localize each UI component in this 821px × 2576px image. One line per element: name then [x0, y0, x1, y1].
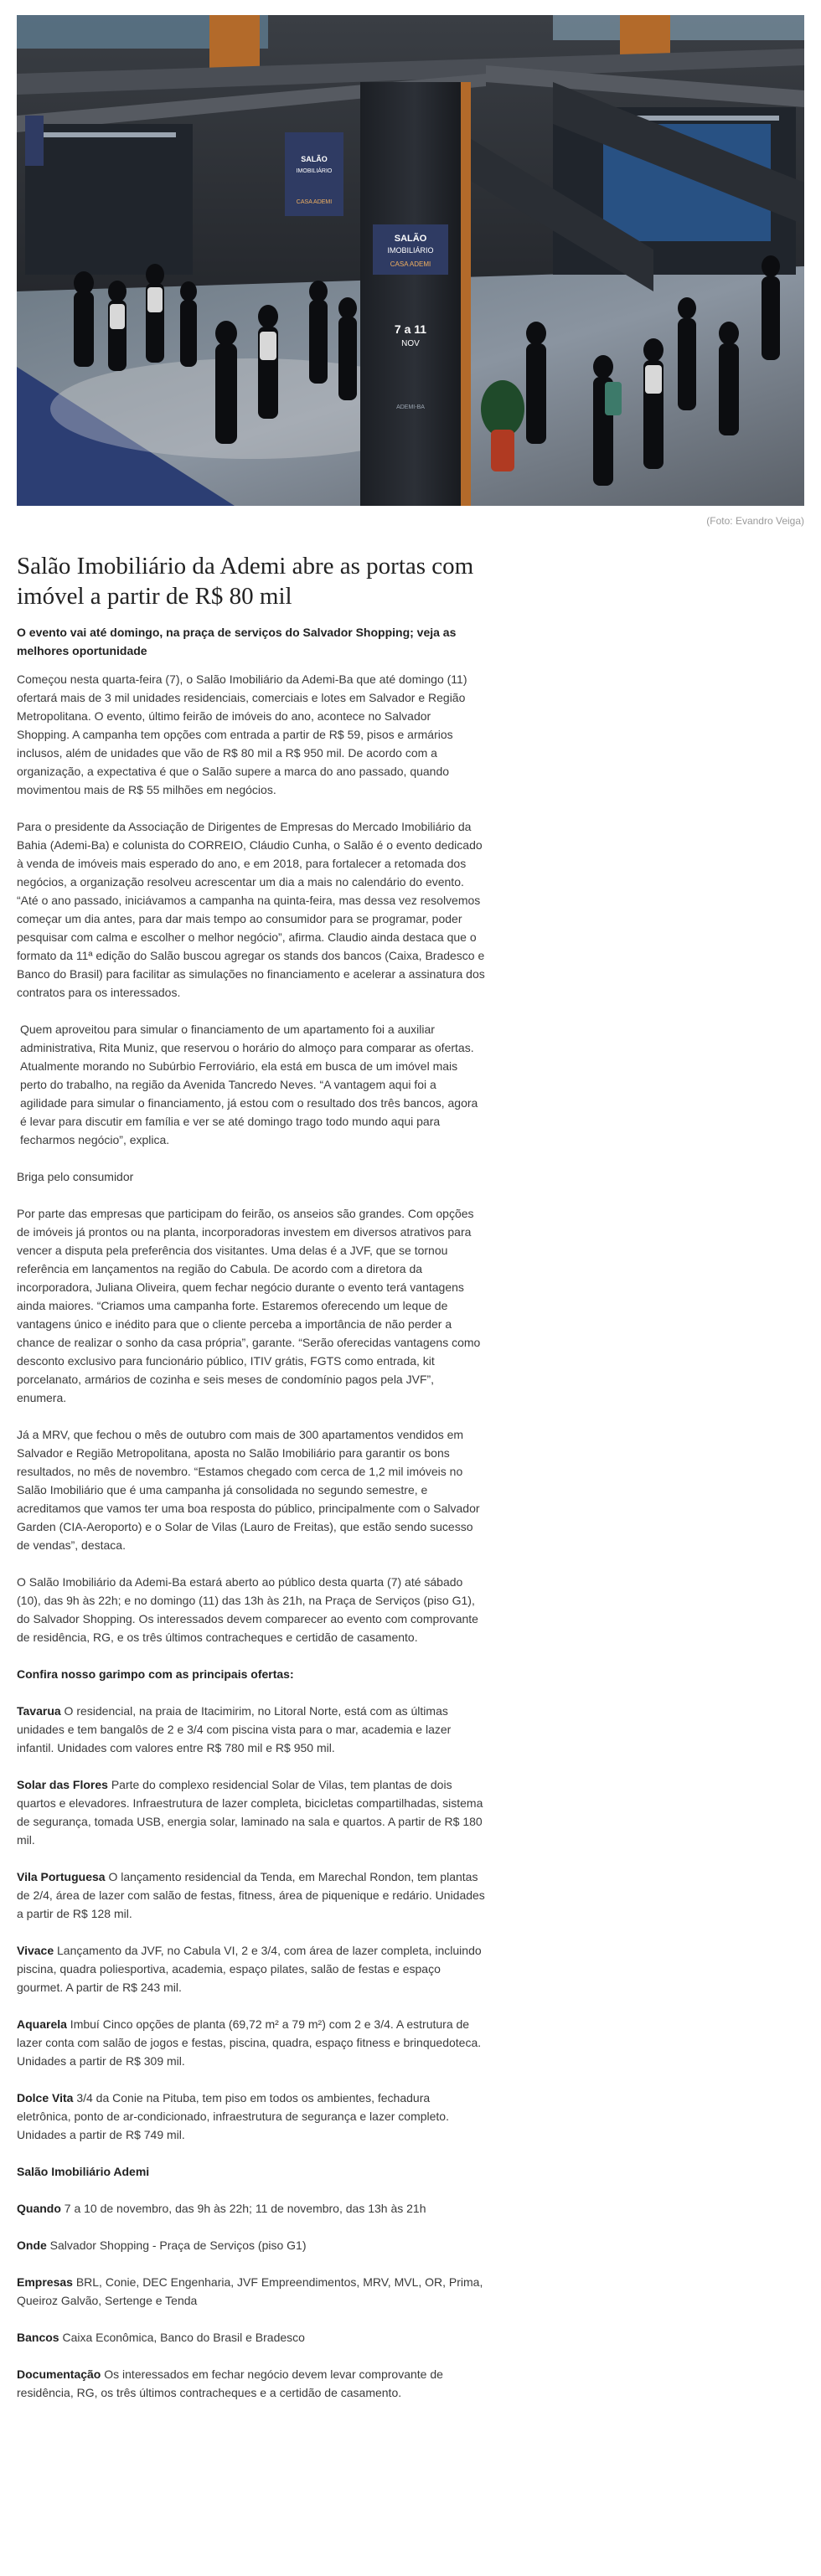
offers-heading: Confira nosso garimpo com as principais ofertas: — [17, 1667, 294, 1681]
offer-name: Solar das Flores — [17, 1778, 108, 1791]
event-detail — [17, 2236, 486, 2254]
paragraph: Por parte das empresas que participam do feirão, os anseios são grandes. Com opções de imóveis já prontos ou na planta, incorporadoras investem em diversos atrativos para vencer a disputa pela preferência dos visitantes. Uma delas é a JVF, que se tornou referência em lançamentos na região do Cabula. De acordo com a diretora da incorporadora, Juliana Oliveira, quem fechar negócio durante o evento terá vantagens ainda maiores. “Criamos uma campanha forte. Estaremos oferecendo um leque de vantagens único e inédito para que o cliente perceba a importância de não perder a chance de realizar o sonho da casa própria”, garante. “Serão oferecidas vantagens como desconto exclusivo para funcionário público, ITIV grátis, FGTS como entrada, kit porcelanato, armários de cozinha e seis meses de condomínio pagos pela JVF”, enumera. — [17, 1207, 481, 1404]
offer-name: Tavarua — [17, 1704, 61, 1718]
section-heading: Briga pelo consumidor — [17, 1170, 134, 1183]
signage-left-line1: SALÃO — [301, 155, 328, 163]
signage-line2: IMOBILIÁRIO — [387, 246, 434, 255]
event-detail-text: Caixa Econômica, Banco do Brasil e Bradesco — [59, 2331, 305, 2344]
offer-item — [17, 2015, 486, 2070]
signage-line3: CASA ADEMI — [390, 260, 431, 268]
event-detail — [17, 2199, 486, 2218]
offer-item — [17, 2089, 486, 2144]
offer-text: O lançamento residencial da Tenda, em Marechal Rondon, tem plantas de 2/4, área de lazer com salão de festas, fitness, área de piquenique e redário. Unidades a partir de R$ 128 mil. — [17, 1870, 485, 1920]
offer-name: Dolce Vita — [17, 2091, 74, 2105]
event-photo-illustration — [17, 15, 804, 506]
offer-name: Vivace — [17, 1944, 54, 1957]
offer-item — [17, 1775, 486, 1849]
offer-item — [17, 1702, 486, 1757]
offer-text: 3/4 da Conie na Pituba, tem piso em todos os ambientes, fechadura eletrônica, ponto de ar-condicionado, infraestrutura de segurança e lazer completo. Unidades a partir de R$ 749 mil. — [17, 2091, 449, 2141]
event-detail — [17, 2365, 486, 2402]
article-photo — [17, 15, 804, 506]
paragraph: Começou nesta quarta-feira (7), o Salão Imobiliário da Ademi-Ba que até domingo (11) ofertará mais de 3 mil unidades residenciais, comerciais e lotes em Salvador e Região Metropolitana. O evento, último feirão de imóveis do ano, acontece no Salvador Shopping. A campanha tem opções com entrada a partir de R$ 59, pisos e armários inclusos, além de unidades que vão de R$ 80 mil a R$ 950 mil. De acordo com a organização, a expectativa é que o Salão supere a marca do ano passado, quando movimentou mais de R$ 55 milhões em negócios. — [17, 672, 467, 796]
paragraph: Quem aproveitou para simular o financiamento de um apartamento foi a auxiliar administrativa, Rita Muniz, que reservou o horário do almoço para comparar as ofertas. Atualmente morando no Subúrbio Ferroviário, ela está em busca de um imóvel mais perto do trabalho, na região da Avenida Tancredo Neves. “A vantagem aqui foi a agilidade para simular o financiamento, já estou com o resultado dos três bancos, agora é levar para discutir em família e ver se até domingo trago todo mundo aqui para fecharmos negócio”, explica. — [20, 1023, 478, 1146]
offer-name: Vila Portuguesa — [17, 1870, 106, 1883]
signage-month: NOV — [401, 339, 420, 348]
article-title: Salão Imobiliário da Ademi abre as portas com imóvel a partir de R$ 80 mil — [17, 553, 474, 610]
photo-credit: (Foto: Evandro Veiga) — [706, 515, 804, 527]
event-detail-text: 7 a 10 de novembro, das 9h às 22h; 11 de novembro, das 13h às 21h — [60, 2202, 426, 2215]
event-detail-label: Quando — [17, 2202, 61, 2215]
signage-left-line2: IMOBILIÁRIO — [296, 168, 333, 174]
offer-text: O residencial, na praia de Itacimirim, no Litoral Norte, está com as últimas unidades e tem bangalôs de 2 e 3/4 com piscina vista para o mar, academia e lazer infantil. Unidades com valores entre R$ 780 mil e R$ 950 mil. — [17, 1704, 452, 1754]
paragraph: O Salão Imobiliário da Ademi-Ba estará aberto ao público desta quarta (7) até sábado (10), das 9h às 22h; e no domingo (11) das 13h às 21h, na Praça de Serviços (piso G1), do Salvador Shopping. Os interessados devem comparecer ao evento com comprovante de residência, RG, e os três últimos contracheques e certidão de casamento. — [17, 1575, 478, 1644]
event-detail-text: Os interessados em fechar negócio devem levar comprovante de residência, RG, os três últimos contracheques e a certidão de casamento. — [17, 2367, 443, 2399]
paragraph: Para o presidente da Associação de Dirigentes de Empresas do Mercado Imobiliário da Bahia (Ademi-Ba) e colunista do CORREIO, Cláudio Cunha, o Salão é o evento dedicado à venda de imóveis mais esperado do ano, e em 2018, para fortalecer a retomada dos negócios, a organização resolveu acrescentar um dia a mais no calendário do evento. “Até o ano passado, iniciávamos a campanha na quinta-feira, mas dessa vez resolvemos começar um dia antes, para dar mais tempo ao consumidor para se programar, poder pesquisar com calma e escolher o melhor negócio”, afirma. Claudio ainda destaca que o formato da 11ª edição do Salão buscou agregar os stands dos bancos (Caixa, Bradesco e Banco do Brasil) para facilitar as simulações no financiamento e acelerar a assinatura dos contratos para os interessados. — [17, 820, 485, 999]
offer-name: Aquarela — [17, 2017, 67, 2031]
event-detail-label: Bancos — [17, 2331, 59, 2344]
signage-dates: 7 a 11 — [394, 322, 427, 336]
offer-text: Lançamento da JVF, no Cabula VI, 2 e 3/4, com área de lazer completa, incluindo piscina, quadra poliesportiva, academia, espaço pilates, salão de festas e espaço gourmet. A partir de R$ 243 mil. — [17, 1944, 482, 1994]
article-body — [17, 670, 486, 2420]
event-detail — [17, 2273, 486, 2310]
article-subtitle: O evento vai até domingo, na praça de serviços do Salvador Shopping; veja as melhores oportunidade — [17, 626, 457, 657]
offer-item — [17, 1868, 486, 1923]
offer-text: Imbuí Cinco opções de planta (69,72 m² a 79 m²) com 2 e 3/4. A estrutura de lazer conta com salão de jogos e festas, piscina, quadra, espaço fitness e brinquedoteca. Unidades a partir de R$ 309 mil. — [17, 2017, 482, 2068]
event-detail-label: Onde — [17, 2239, 47, 2252]
signage-left-line3: CASA ADEMI — [296, 199, 333, 205]
event-detail-text: Salvador Shopping - Praça de Serviços (piso G1) — [46, 2239, 307, 2252]
paragraph: Já a MRV, que fechou o mês de outubro com mais de 300 apartamentos vendidos em Salvador e Região Metropolitana, aposta no Salão Imobiliário para garantir os bons resultados, no mês de novembro. “Estamos chegado com cerca de 1,2 mil imóveis no Salão Imobiliário que é uma campanha já consolidada no segundo semestre, e acreditamos que vamos ter uma boa resposta do público, principalmente com o Salvador Garden (CIA-Aeroporto) e o Solar de Vilas (Lauro de Freitas), que estão sendo sucesso de vendas”, destaca. — [17, 1428, 480, 1552]
event-detail-text: BRL, Conie, DEC Engenharia, JVF Empreendimentos, MRV, MVL, OR, Prima, Queiroz Galvão, Sertenge e Tenda — [17, 2275, 483, 2307]
offer-item — [17, 1941, 486, 1996]
event-detail-label: Documentação — [17, 2367, 101, 2381]
signage-line1: SALÃO — [394, 234, 427, 244]
event-heading: Salão Imobiliário Ademi — [17, 2165, 150, 2178]
signage-small: ADEMI-BA — [396, 404, 425, 410]
offer-text: Parte do complexo residencial Solar de Vilas, tem plantas de dois quartos e elevadores. Infraestrutura de lazer completa, bicicletas compartilhadas, sistema de segurança, tomada USB, energia solar, laminado na sala e quartos. A partir de R$ 180 mil. — [17, 1778, 483, 1847]
event-detail-label: Empresas — [17, 2275, 73, 2289]
event-detail — [17, 2328, 486, 2347]
